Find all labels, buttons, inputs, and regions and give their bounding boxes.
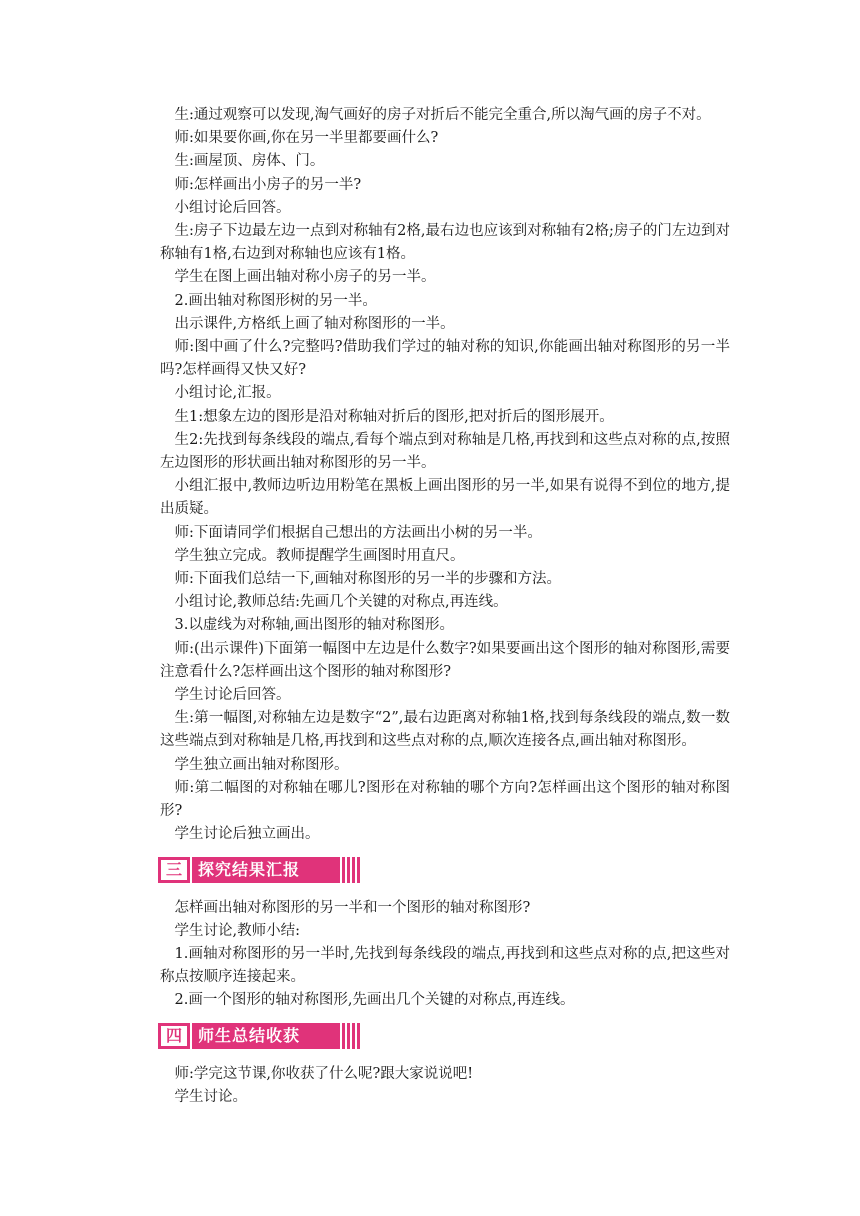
paragraph: 出示课件,方格纸上画了轴对称图形的一半。	[174, 315, 455, 332]
paragraph: 学生独立完成。教师提醒学生画图时用直尺。	[174, 547, 465, 564]
section-heading-3	[158, 857, 360, 883]
paragraph: 师:如果要你画,你在另一半里都要画什么?	[174, 130, 439, 147]
paragraph: 小组讨论,汇报。	[174, 385, 281, 402]
paragraph: 2.画一个图形的轴对称图形,先画出几个关键的对称点,再连线。	[174, 992, 575, 1009]
paragraph: 生2:先找到每条线段的端点,看每个端点到对称轴是几格,再找到和这些点对称的点,按照左边图形的形状画出轴对称图形的另一半。	[160, 431, 730, 472]
paragraph: 学生讨论。	[174, 1088, 247, 1105]
paragraph: 生:第一幅图,对称轴左边是数字“2”,最右边距离对称轴1格,找到每条线段的端点,数一数这些端点到对称轴是几格,再找到和这些点对称的点,顺次连接各点,画出轴对称图形。	[160, 710, 730, 750]
section-title: 师生总结收获	[198, 1025, 301, 1045]
paragraph: 师:下面请同学们根据自己想出的方法画出小树的另一半。	[174, 524, 542, 541]
paragraph: 怎样画出轴对称图形的另一半和一个图形的轴对称图形?	[174, 899, 531, 916]
paragraph: 2.画出轴对称图形树的另一半。	[174, 292, 377, 309]
paragraph: 1.画轴对称图形的另一半时,先找到每条线段的端点,再找到和这些点对称的点,把这些对称点按顺序连接起来。	[160, 945, 730, 986]
section-title: 探究结果汇报	[198, 859, 301, 879]
paragraph: 师:(出示课件)下面第一幅图中左边是什么数字?如果要画出这个图形的轴对称图形,需要注意看什么?怎样画出这个图形的轴对称图形?	[160, 640, 730, 680]
document-body	[160, 104, 730, 1109]
paragraph: 生1:想象左边的图形是沿对称轴对折后的图形,把对折后的图形展开。	[174, 408, 614, 425]
paragraph: 师:第二幅图的对称轴在哪儿?图形在对称轴的哪个方向?怎样画出这个图形的轴对称图形?	[160, 779, 730, 820]
paragraph: 学生讨论后独立画出。	[174, 826, 320, 843]
section-number: 三	[165, 859, 182, 879]
paragraph: 师:怎样画出小房子的另一半?	[174, 176, 362, 193]
paragraph: 师:图中画了什么?完整吗?借助我们学过的轴对称的知识,你能画出轴对称图形的另一半吗?怎样画得又快又好?	[160, 339, 730, 379]
paragraph: 小组讨论,教师总结:先画几个关键的对称点,再连线。	[174, 594, 508, 611]
section-number: 四	[165, 1025, 182, 1045]
paragraph: 小组讨论后回答。	[174, 199, 291, 216]
paragraph: 学生在图上画出轴对称小房子的另一半。	[174, 269, 436, 286]
paragraph: 学生讨论后回答。	[174, 687, 291, 704]
paragraph: 3.以虚线为对称轴,画出图形的轴对称图形。	[174, 617, 454, 634]
paragraph: 生:画屋顶、房体、门。	[174, 153, 325, 170]
section-heading-4	[158, 1023, 360, 1049]
paragraph: 生:通过观察可以发现,淘气画好的房子对折后不能完全重合,所以淘气画的房子不对。	[174, 107, 711, 123]
paragraph: 师:学完这节课,你收获了什么呢?跟大家说说吧!	[174, 1065, 474, 1082]
paragraph: 学生讨论,教师小结:	[174, 922, 300, 939]
paragraph: 生:房子下边最左边一点到对称轴有2格,最右边也应该到对称轴有2格;房子的门左边到对称轴有1格,右边到对称轴也应该有1格。	[160, 223, 730, 263]
paragraph: 师:下面我们总结一下,画轴对称图形的另一半的步骤和方法。	[174, 571, 561, 588]
paragraph: 学生独立画出轴对称图形。	[174, 756, 349, 773]
paragraph: 小组汇报中,教师边听边用粉笔在黑板上画出图形的另一半,如果有说得不到位的地方,提出质疑。	[160, 478, 730, 518]
